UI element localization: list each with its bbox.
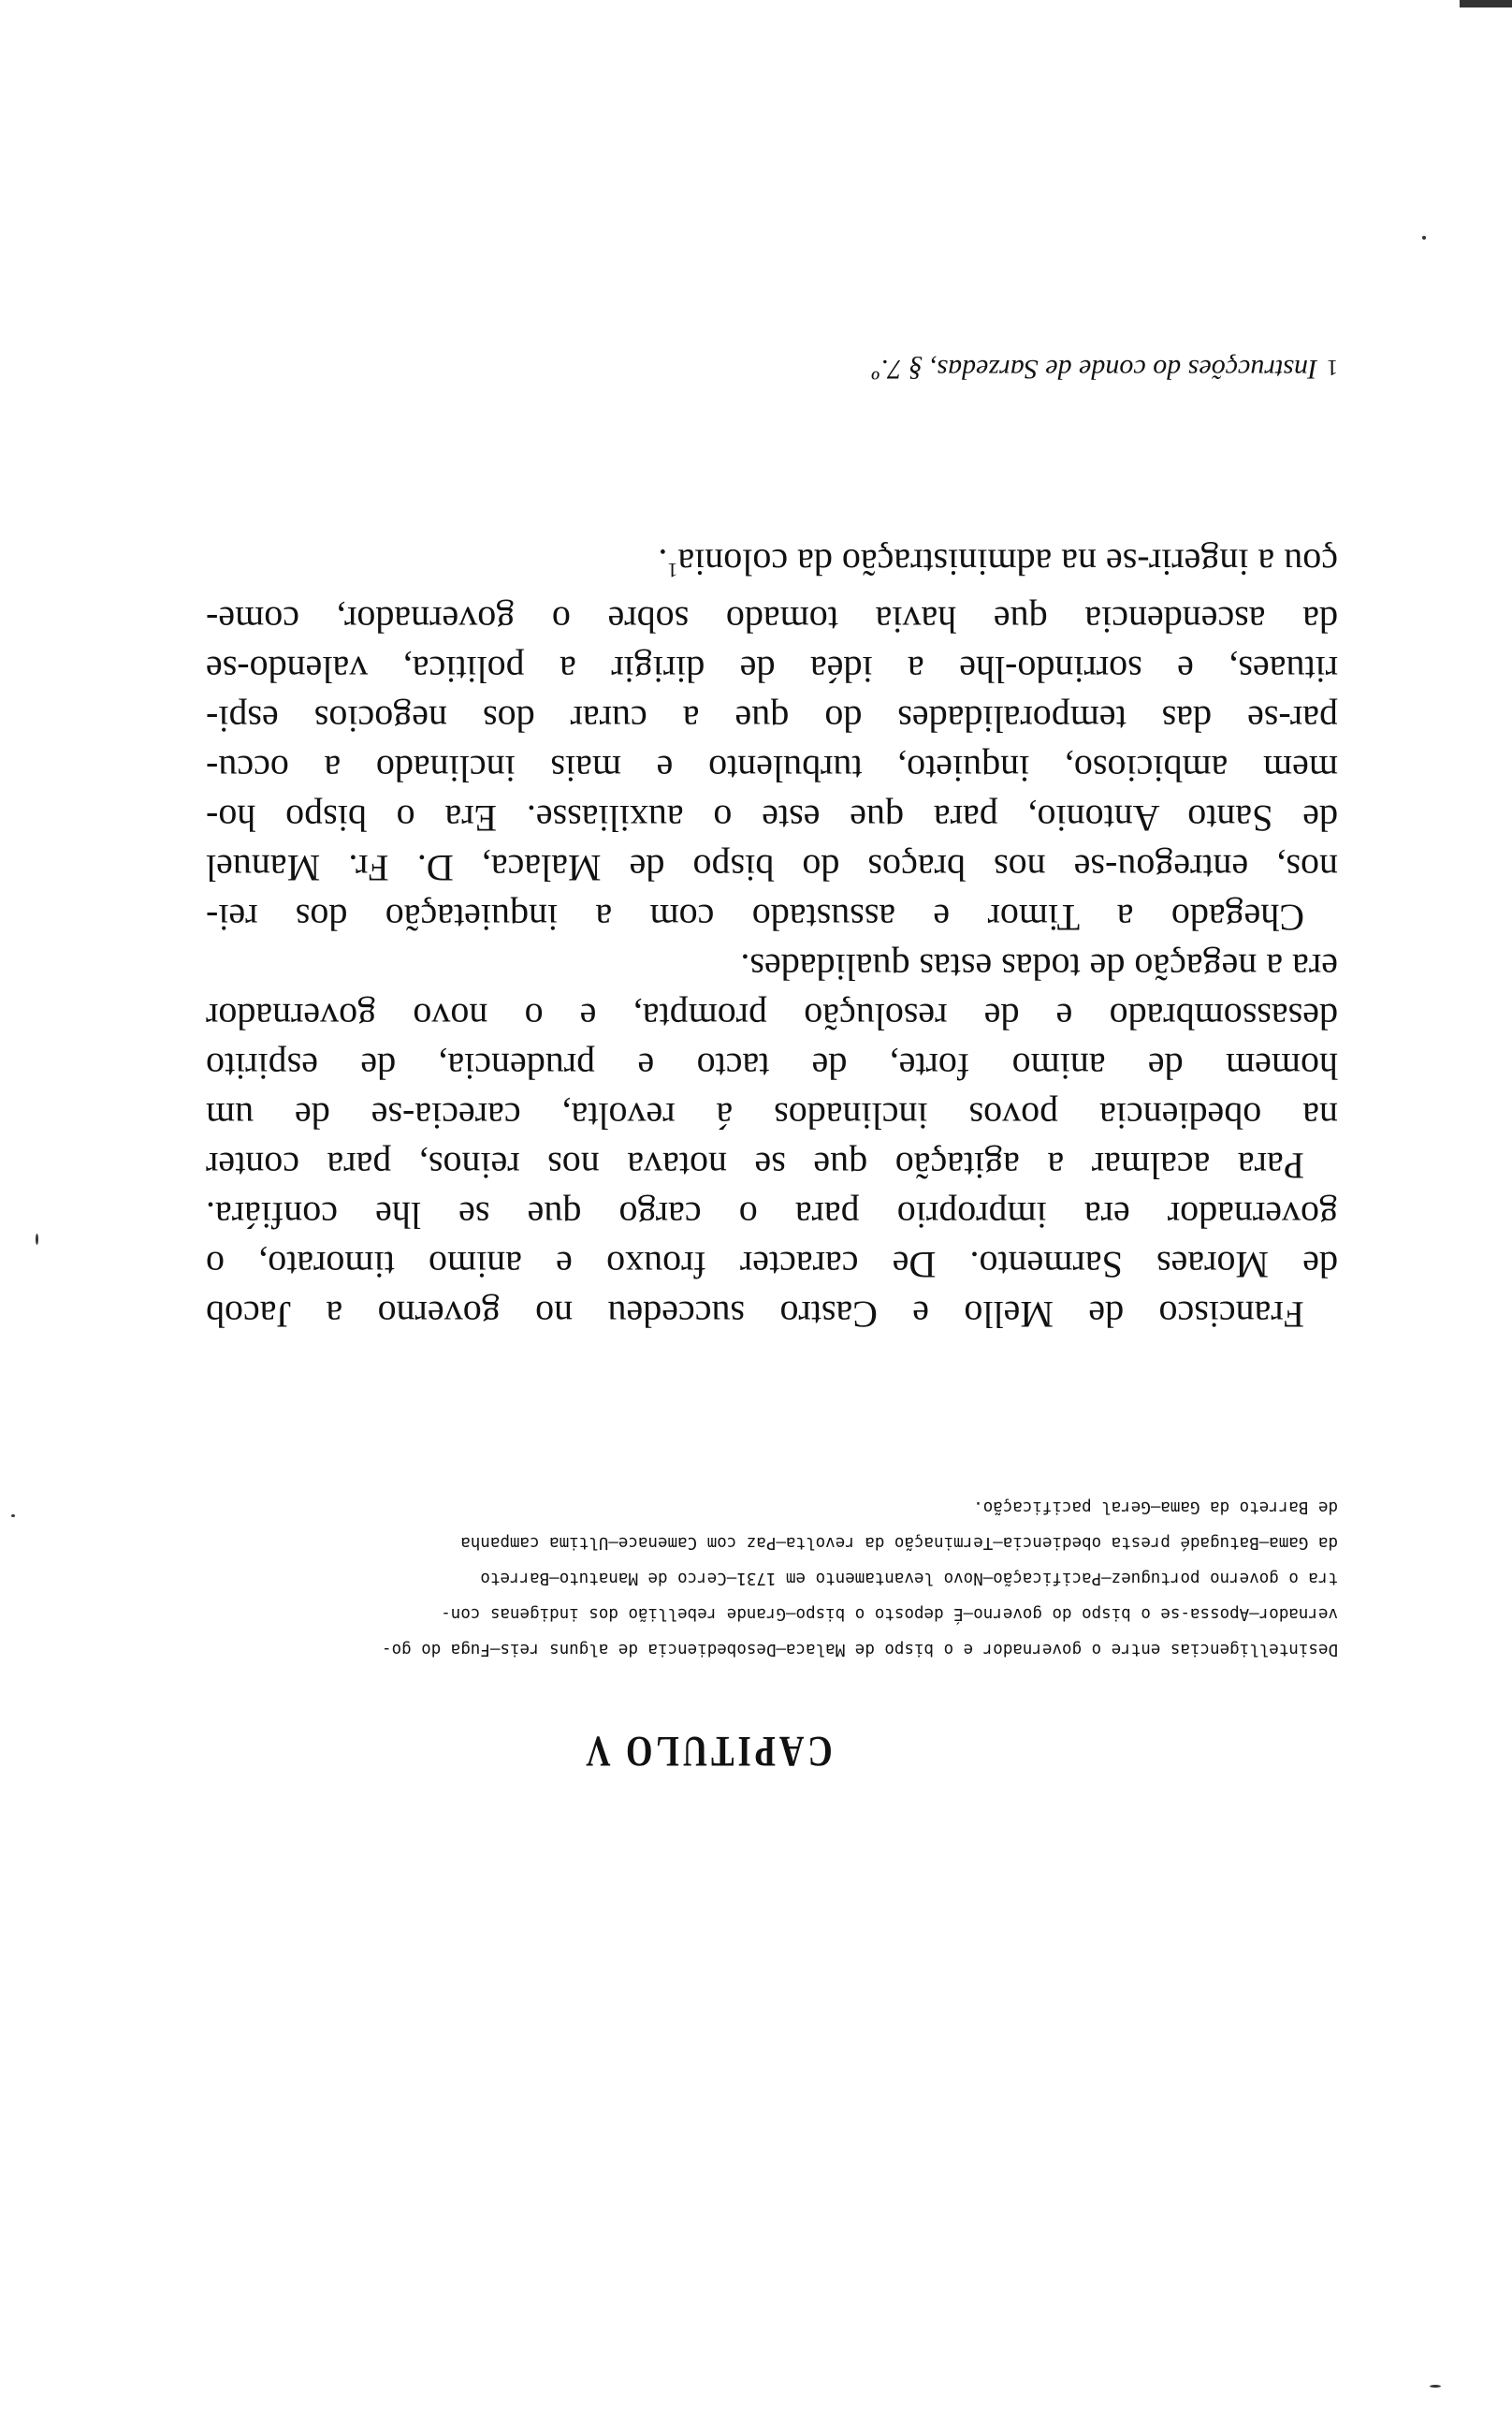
body-line: Francisco de Mello e Castro succedeu no governo a Jacob <box>206 1293 1304 1336</box>
body-line: par-se das temporalidades do que a curar dos negocios espi- <box>206 698 1338 740</box>
scan-speck <box>36 1234 38 1245</box>
footnote <box>206 348 1338 387</box>
scan-speck <box>1460 0 1512 7</box>
scan-speck <box>1430 2385 1441 2388</box>
body-line: Chegado a Timor e assustado com a inquietação dos rei- <box>206 897 1304 939</box>
footnote-text: Instrucções do conde de Sarzedas, § 7.º <box>872 354 1317 385</box>
body-text <box>206 538 1338 1339</box>
summary-line: de Barreto da Gama—Geral pacificação. <box>973 1498 1338 1516</box>
summary-line: Desintelligencias entre o governador e o bispo de Malaca—Desobediencia de alguns reis—Fuga do go- <box>382 1640 1338 1658</box>
body-line: da ascendencia que havia tomado sobre o governador, come- <box>206 599 1338 641</box>
body-line: era a negação de todas estas qualidades. <box>740 946 1338 988</box>
body-line: mem ambicioso, inquieto, turbulento e mais inclinado a occu- <box>206 748 1338 790</box>
chapter-title: CAPITULO V <box>582 1727 833 1775</box>
scan-speck <box>1422 236 1426 240</box>
body-line: Para acalmar a agitação que se notava nos reinos, para conter <box>206 1145 1304 1187</box>
body-line-end: . <box>658 541 668 584</box>
body-line: homem de animo forte, de tacto e prudencia, de espirito <box>206 1045 1338 1088</box>
body-line: nos, entregou-se nos braços do bispo de Malaca, D. Fr. Manuel <box>206 847 1338 889</box>
footnote-mark: 1 <box>1327 355 1338 379</box>
summary-line: vernador—Apossa-se o bispo do governo—É deposto o bispo—Grande rebellião dos indigenas con- <box>441 1604 1338 1623</box>
summary-line: tra o governo portuguez—Pacificação—Novo levantamento em 1731—Cerco de Manatuto—Barreto <box>480 1569 1338 1587</box>
body-line: governador era improprio para o cargo que se lhe confiára. <box>206 1194 1338 1236</box>
scan-speck <box>11 1514 15 1517</box>
body-line: desassombrado e de resolução prompta, e o novo governador <box>206 996 1338 1038</box>
body-line: de Santo Antonio, para que este o auxiliasse. Era o bispo ho- <box>206 797 1338 840</box>
body-line: na obediencia povos inclinados á revolta, carecia-se de um <box>206 1095 1338 1137</box>
footnote-reference: 1 <box>667 559 678 582</box>
chapter-summary <box>206 1489 1338 1667</box>
body-line-last <box>206 538 1338 595</box>
body-line-text: çou a ingerir-se na administração da colonia <box>677 541 1338 584</box>
body-line: rituaes, e sorrindo-lhe a idéa de dirigir a politica, valendo-se <box>206 649 1338 691</box>
body-line: de Moraes Sarmento. De caracter frouxo e animo timorato, o <box>206 1244 1338 1286</box>
summary-line: da Gama—Batugadé presta obediencia—Terminação da revolta—Paz com Camenace—Ultima campanha <box>460 1533 1338 1552</box>
